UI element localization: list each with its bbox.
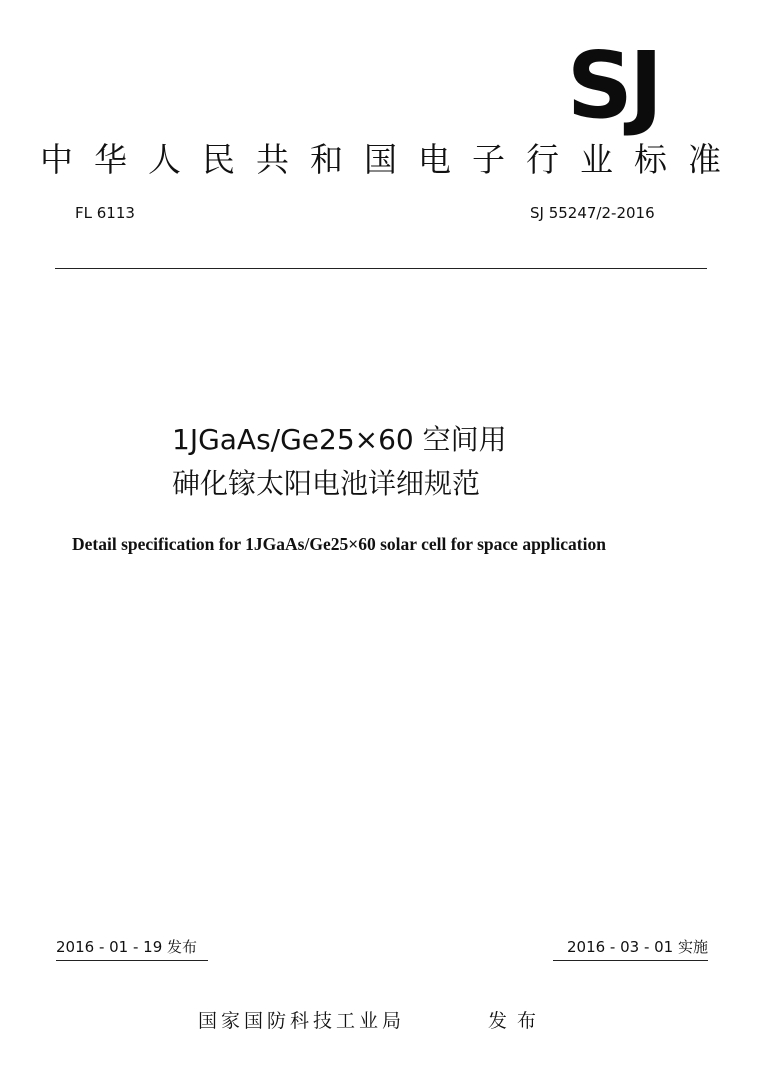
- fl-classification-code: FL 6113: [75, 204, 135, 222]
- implementation-date: 2016 - 03 - 01 实施: [553, 936, 708, 961]
- sj-logo: SJ: [566, 32, 660, 139]
- publisher-name: 国家国防科技工业局: [198, 1010, 406, 1032]
- header-divider: [55, 268, 707, 269]
- standard-category-title: 中华人民共和国电子行业标准: [40, 140, 742, 179]
- issue-date: 2016 - 01 - 19 发布: [56, 936, 208, 961]
- publish-label: 发布: [488, 1010, 547, 1032]
- document-title-line-1: 1JGaAs/Ge25×60 空间用: [172, 423, 507, 456]
- standard-number: SJ 55247/2-2016: [530, 204, 655, 222]
- english-title: Detail specification for 1JGaAs/Ge25×60 solar cell for space application: [72, 534, 606, 554]
- document-title-line-2: 砷化镓太阳电池详细规范: [172, 467, 481, 500]
